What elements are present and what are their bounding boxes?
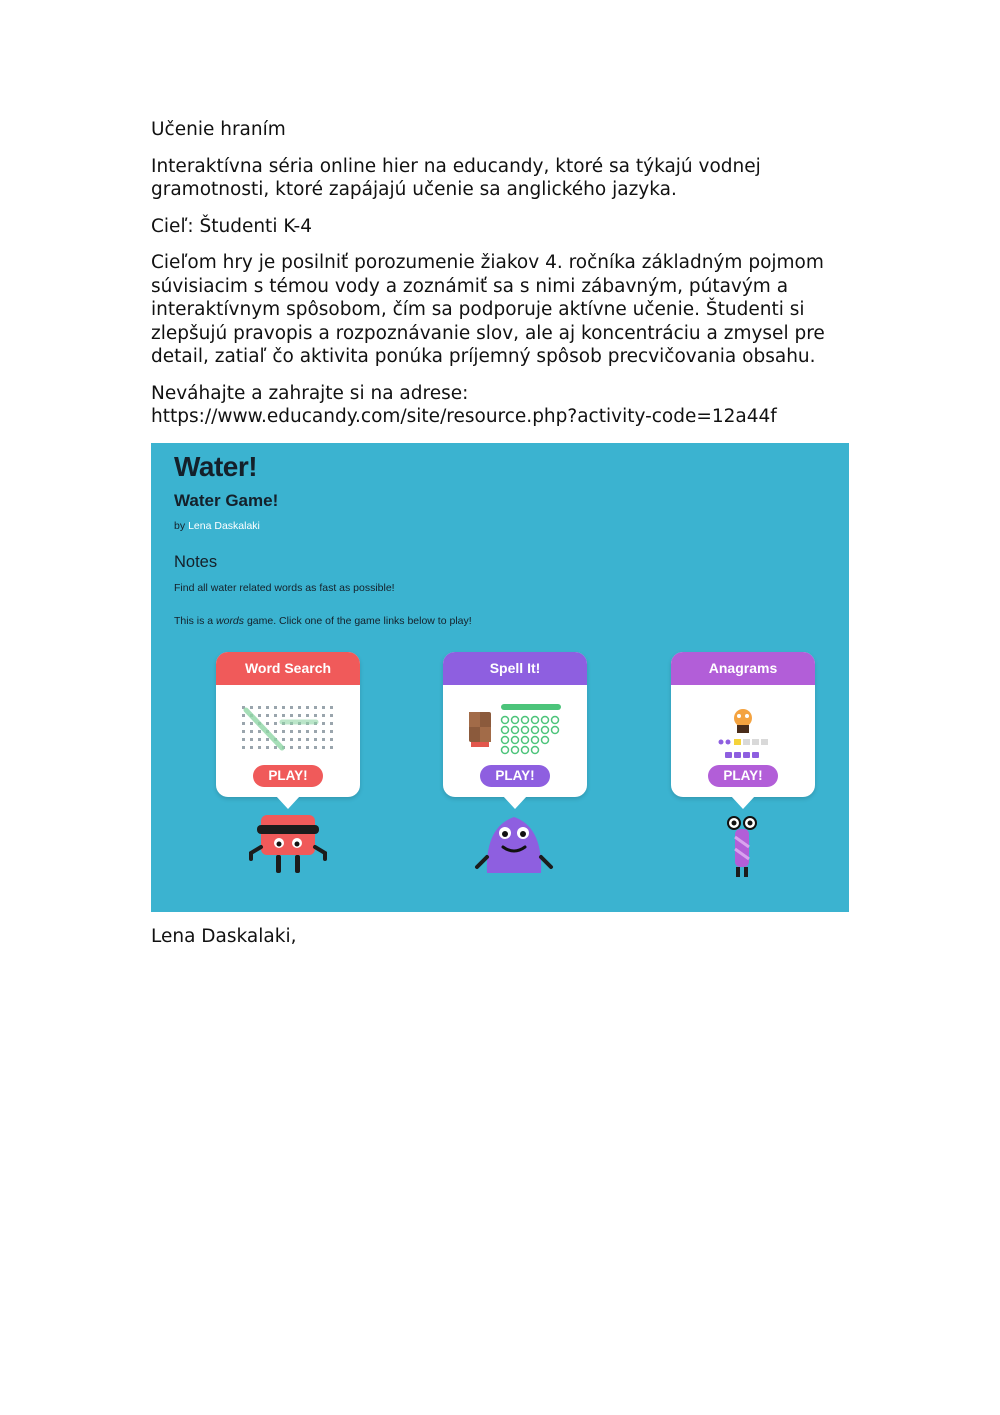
note-pre: This is a (174, 615, 214, 627)
anagrams-play-button[interactable]: PLAY! (708, 765, 778, 787)
spell-it-header: Spell It! (443, 652, 587, 685)
spell-it-play-button[interactable]: PLAY! (480, 765, 550, 787)
anagrams-header: Anagrams (671, 652, 815, 685)
spell-it-card[interactable] (443, 652, 587, 797)
play-invite (151, 382, 851, 429)
document-body (151, 118, 851, 442)
note-text: Find all water related words as fast as possible! (174, 582, 395, 594)
document-signature: Lena Daskalaki, (151, 926, 297, 947)
play-invite-text: Neváhajte a zahrajte si na adrese: (151, 382, 469, 404)
note-emphasis: words (216, 615, 245, 627)
red-block-mascot-icon (243, 807, 333, 882)
word-search-header: Word Search (216, 652, 360, 685)
notes-heading: Notes (174, 553, 218, 571)
game-subtitle: Water Game! (174, 491, 279, 510)
game-title: Water! (174, 451, 258, 482)
anagrams-preview-icon (671, 692, 815, 762)
by-label: by (174, 520, 186, 532)
intro-paragraph: Interaktívna séria online hier na educandy, ktoré sa týkajú vodnej gramotnosti, ktoré zapájajú učenie sa anglického jazyka. (151, 155, 761, 200)
objective-paragraph: Cieľom hry je posilniť porozumenie žiakov 4. ročníka základným pojmom súvisiacim s témou vody a zoznámiť sa s nimi zábavným, pútavým a interaktívnym spôsobom, čím sa podporuje aktívne učenie. Študenti si zlepšujú pravopis a rozpoznávanie slov, ale aj koncentráciu a zmysel pre detail, zatiaľ čo aktivita ponúka príjemný spôsob precvičovania obsahu. (151, 252, 825, 367)
game-screenshot (151, 443, 849, 912)
word-search-play-button[interactable]: PLAY! (253, 765, 323, 787)
spell-it-preview-icon (443, 692, 587, 762)
purple-blob-mascot-icon (469, 807, 559, 882)
activity-url[interactable]: https://www.educandy.com/site/resource.php?activity-code=12a44f (151, 406, 777, 427)
anagrams-card[interactable] (671, 652, 815, 797)
note-post: game. Click one of the game links below to play! (246, 615, 472, 627)
note-instructions (174, 615, 472, 627)
document-heading: Učenie hraním (151, 119, 286, 140)
author-link[interactable]: Lena Daskalaki (188, 520, 260, 532)
word-search-grid-icon (216, 692, 360, 762)
game-byline (174, 520, 260, 532)
purple-stick-mascot-icon (697, 807, 787, 882)
word-search-card[interactable] (216, 652, 360, 797)
goal-line: Cieľ: Študenti K-4 (151, 215, 312, 237)
